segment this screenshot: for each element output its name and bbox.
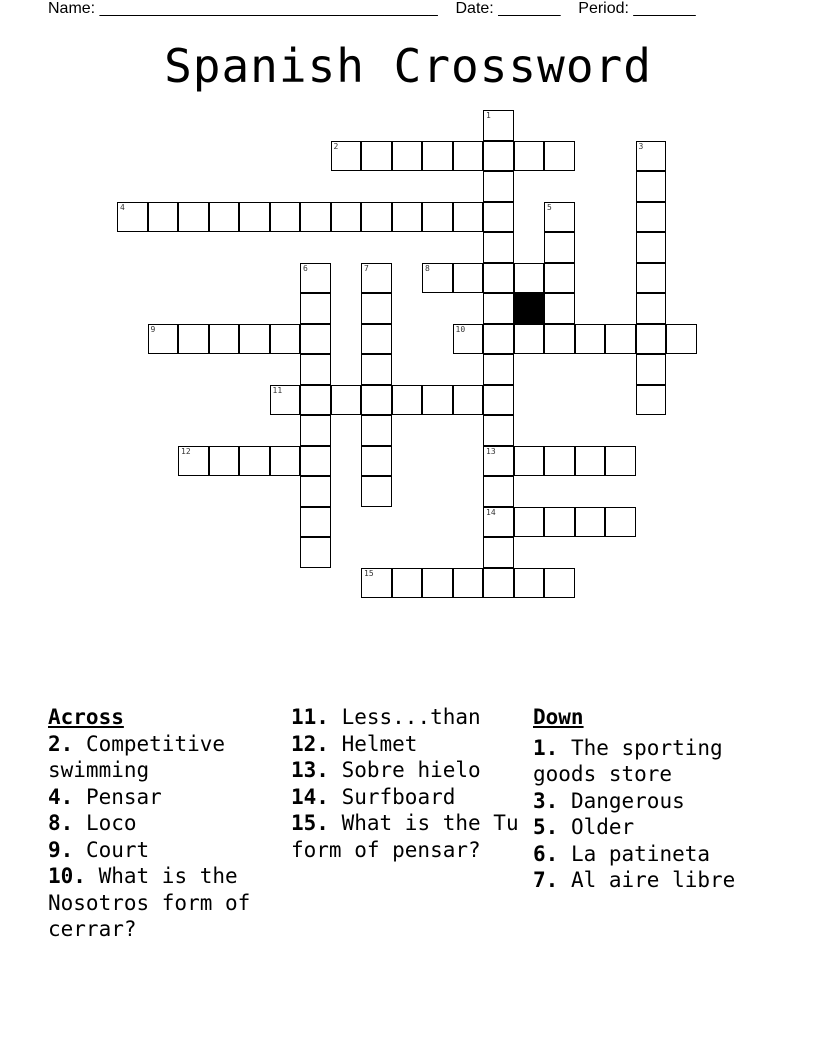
clue-item: [291, 784, 531, 811]
clue-number-label: 13.: [291, 758, 329, 782]
clue-text: Competitive swimming: [48, 731, 226, 782]
clue-number-label: 9.: [48, 837, 74, 862]
clue-number-label: 7.: [533, 868, 559, 892]
clue-item: [533, 814, 773, 841]
grid-cell[interactable]: [514, 324, 545, 355]
clue-item: [48, 863, 288, 943]
grid-cell[interactable]: [270, 385, 301, 416]
grid-cell[interactable]: [636, 202, 667, 233]
grid-cell[interactable]: [300, 446, 331, 477]
date-field[interactable]: Date: _______: [455, 0, 561, 17]
clue-item: [48, 810, 288, 837]
grid-cell[interactable]: [453, 141, 484, 172]
clue-number: 3: [638, 141, 644, 151]
grid-cell[interactable]: [300, 507, 331, 538]
clue-text: Surfboard: [328, 784, 456, 809]
grid-cell[interactable]: [300, 537, 331, 568]
grid-cell[interactable]: [361, 293, 392, 324]
clue-number-label: 10.: [48, 864, 86, 888]
clue-number-label: 15.: [291, 811, 329, 835]
grid-cell[interactable]: [483, 354, 514, 385]
clue-number-label: 5.: [533, 815, 559, 839]
grid-cell[interactable]: [636, 324, 667, 355]
grid-cell[interactable]: [331, 141, 362, 172]
grid-cell[interactable]: [514, 263, 545, 294]
clue-number-label: 3.: [533, 788, 559, 813]
grid-cell[interactable]: [453, 568, 484, 599]
grid-cell[interactable]: [575, 324, 606, 355]
grid-cell[interactable]: [483, 232, 514, 263]
grid-cell[interactable]: [239, 446, 270, 477]
clue-item: [291, 731, 531, 758]
clue-number-label: 6.: [533, 841, 559, 866]
clue-number: 6: [303, 263, 308, 273]
grid-cell[interactable]: [636, 263, 667, 294]
grid-cell[interactable]: [544, 446, 575, 477]
crossword-grid: [117, 110, 699, 600]
grid-cell[interactable]: [148, 202, 179, 233]
name-field[interactable]: Name: ______________________________________: [48, 0, 438, 17]
clue-number: 2: [333, 141, 339, 151]
grid-cell[interactable]: [514, 568, 545, 599]
grid-cell[interactable]: [209, 324, 240, 355]
grid-cell[interactable]: [300, 263, 331, 294]
clue-number: 1: [486, 111, 491, 120]
student-info-header: [48, 0, 696, 18]
grid-cell[interactable]: [392, 202, 423, 233]
grid-cell[interactable]: [361, 568, 392, 599]
clue-text: What is the Tu form of pensar?: [291, 811, 519, 862]
grid-cell[interactable]: [361, 385, 392, 416]
grid-cell[interactable]: [361, 141, 392, 172]
grid-cell[interactable]: [483, 263, 514, 294]
clue-item: [48, 784, 288, 811]
grid-cell[interactable]: [483, 202, 514, 233]
grid-cell[interactable]: [483, 141, 514, 172]
clue-number: 4: [120, 202, 125, 212]
across-clue-list-continued: [291, 704, 531, 863]
grid-cell[interactable]: [483, 446, 514, 477]
clue-text: The sporting goods store: [533, 735, 723, 786]
across-heading: Across: [48, 705, 124, 729]
grid-cell[interactable]: [636, 354, 667, 385]
grid-cell[interactable]: [361, 263, 392, 294]
clue-text: Helmet: [328, 731, 418, 756]
clue-item: [533, 841, 773, 868]
grid-cell[interactable]: [544, 202, 575, 233]
down-clue-list: [533, 735, 773, 894]
down-heading: Down: [533, 705, 584, 729]
page-title: Spanish Crossword: [164, 39, 652, 93]
grid-cell[interactable]: [544, 141, 575, 172]
grid-cell[interactable]: [117, 202, 148, 233]
grid-cell[interactable]: [300, 293, 331, 324]
grid-cell[interactable]: [361, 354, 392, 385]
grid-cell[interactable]: [300, 354, 331, 385]
across-clues-column-1: [48, 704, 288, 943]
clue-number: 15: [364, 568, 374, 578]
grid-cell[interactable]: [178, 202, 209, 233]
clue-item: [533, 735, 773, 788]
grid-cell[interactable]: [392, 385, 423, 416]
clue-number-label: 1.: [533, 735, 559, 760]
grid-cell[interactable]: [666, 324, 697, 355]
grid-cell[interactable]: [544, 324, 575, 355]
clue-text: What is the Nosotros form of cerrar?: [48, 864, 251, 941]
grid-cell[interactable]: [178, 324, 209, 355]
period-field[interactable]: Period: _______: [578, 0, 696, 17]
grid-cell[interactable]: [636, 293, 667, 324]
clue-text: Older: [558, 815, 635, 839]
grid-cell[interactable]: [453, 385, 484, 416]
grid-cell[interactable]: [178, 446, 209, 477]
grid-cell[interactable]: [575, 507, 606, 538]
grid-cell[interactable]: [483, 476, 514, 507]
grid-cell[interactable]: [483, 537, 514, 568]
grid-cell[interactable]: [239, 202, 270, 233]
grid-cell[interactable]: [453, 263, 484, 294]
grid-cell[interactable]: [361, 324, 392, 355]
clue-number: 12: [181, 446, 191, 456]
grid-cell[interactable]: [453, 202, 484, 233]
grid-cell[interactable]: [209, 202, 240, 233]
clue-number: 11: [272, 385, 283, 395]
grid-cell[interactable]: [361, 202, 392, 233]
clue-text: Sobre hielo: [328, 758, 481, 782]
grid-cell[interactable]: [392, 141, 423, 172]
grid-cell[interactable]: [483, 568, 514, 599]
clue-item: [48, 837, 288, 864]
grid-cell[interactable]: [483, 507, 514, 538]
grid-cell[interactable]: [148, 324, 179, 355]
clue-item: [533, 867, 773, 894]
grid-cell[interactable]: [483, 324, 514, 355]
clue-number-label: 12.: [291, 731, 329, 756]
clue-number: 13: [486, 446, 496, 456]
across-clue-list: [48, 731, 288, 943]
grid-cell[interactable]: [300, 476, 331, 507]
grid-cell[interactable]: [544, 507, 575, 538]
grid-cell[interactable]: [300, 415, 331, 446]
grid-cell[interactable]: [361, 476, 392, 507]
grid-cell[interactable]: [605, 446, 636, 477]
clue-number: 7: [364, 263, 369, 273]
blocked-cell: [514, 293, 545, 324]
grid-cell[interactable]: [361, 446, 392, 477]
grid-cell[interactable]: [209, 446, 240, 477]
grid-cell[interactable]: [300, 202, 331, 233]
grid-cell[interactable]: [544, 232, 575, 263]
clue-text: La patineta: [558, 841, 711, 866]
grid-cell[interactable]: [331, 385, 362, 416]
clue-number-label: 8.: [48, 811, 74, 835]
down-clues-column: [533, 704, 773, 894]
clue-number-label: 2.: [48, 731, 74, 756]
grid-cell[interactable]: [514, 507, 545, 538]
grid-cell[interactable]: [331, 202, 362, 233]
grid-cell[interactable]: [300, 324, 331, 355]
clue-number: 10: [455, 324, 466, 334]
grid-cell[interactable]: [422, 385, 453, 416]
grid-cell[interactable]: [483, 110, 514, 141]
clue-number: 14: [486, 507, 496, 517]
grid-cell[interactable]: [605, 324, 636, 355]
grid-cell[interactable]: [575, 446, 606, 477]
grid-cell[interactable]: [300, 385, 331, 416]
grid-cell[interactable]: [422, 263, 453, 294]
clue-item: [48, 731, 288, 784]
grid-cell[interactable]: [483, 385, 514, 416]
across-clues-column-2: [291, 704, 531, 863]
grid-cell[interactable]: [514, 446, 545, 477]
grid-cell[interactable]: [636, 171, 667, 202]
grid-cell[interactable]: [483, 415, 514, 446]
grid-cell[interactable]: [392, 568, 423, 599]
clue-number: 5: [547, 202, 552, 212]
grid-cell[interactable]: [636, 141, 667, 172]
grid-cell[interactable]: [544, 263, 575, 294]
clue-item: [291, 757, 531, 784]
grid-cell[interactable]: [453, 324, 484, 355]
grid-cell[interactable]: [422, 141, 453, 172]
clue-number-label: 4.: [48, 784, 74, 809]
clue-text: Pensar: [73, 784, 162, 809]
grid-cell[interactable]: [636, 232, 667, 263]
clue-number: 8: [425, 263, 430, 273]
grid-cell[interactable]: [483, 293, 514, 324]
grid-cell[interactable]: [422, 202, 453, 233]
grid-cell[interactable]: [544, 568, 575, 599]
clue-number: 9: [150, 324, 156, 334]
grid-cell[interactable]: [270, 446, 301, 477]
clue-number-label: 14.: [291, 784, 329, 809]
clue-item: [291, 704, 531, 731]
clue-text: Al aire libre: [558, 868, 736, 892]
grid-cell[interactable]: [422, 568, 453, 599]
grid-cell[interactable]: [483, 171, 514, 202]
clue-number-label: 11.: [291, 705, 329, 729]
grid-cell[interactable]: [270, 202, 301, 233]
grid-cell[interactable]: [636, 385, 667, 416]
grid-cell[interactable]: [605, 507, 636, 538]
grid-cell[interactable]: [514, 141, 545, 172]
clue-item: [533, 788, 773, 815]
grid-cell[interactable]: [544, 293, 575, 324]
clue-text: Less...than: [328, 705, 481, 729]
clue-text: Loco: [73, 811, 137, 835]
grid-cell[interactable]: [270, 324, 301, 355]
clue-text: Dangerous: [558, 788, 685, 813]
clue-item: [291, 810, 531, 863]
grid-cell[interactable]: [239, 324, 270, 355]
clue-text: Court: [73, 837, 150, 862]
grid-cell[interactable]: [361, 415, 392, 446]
